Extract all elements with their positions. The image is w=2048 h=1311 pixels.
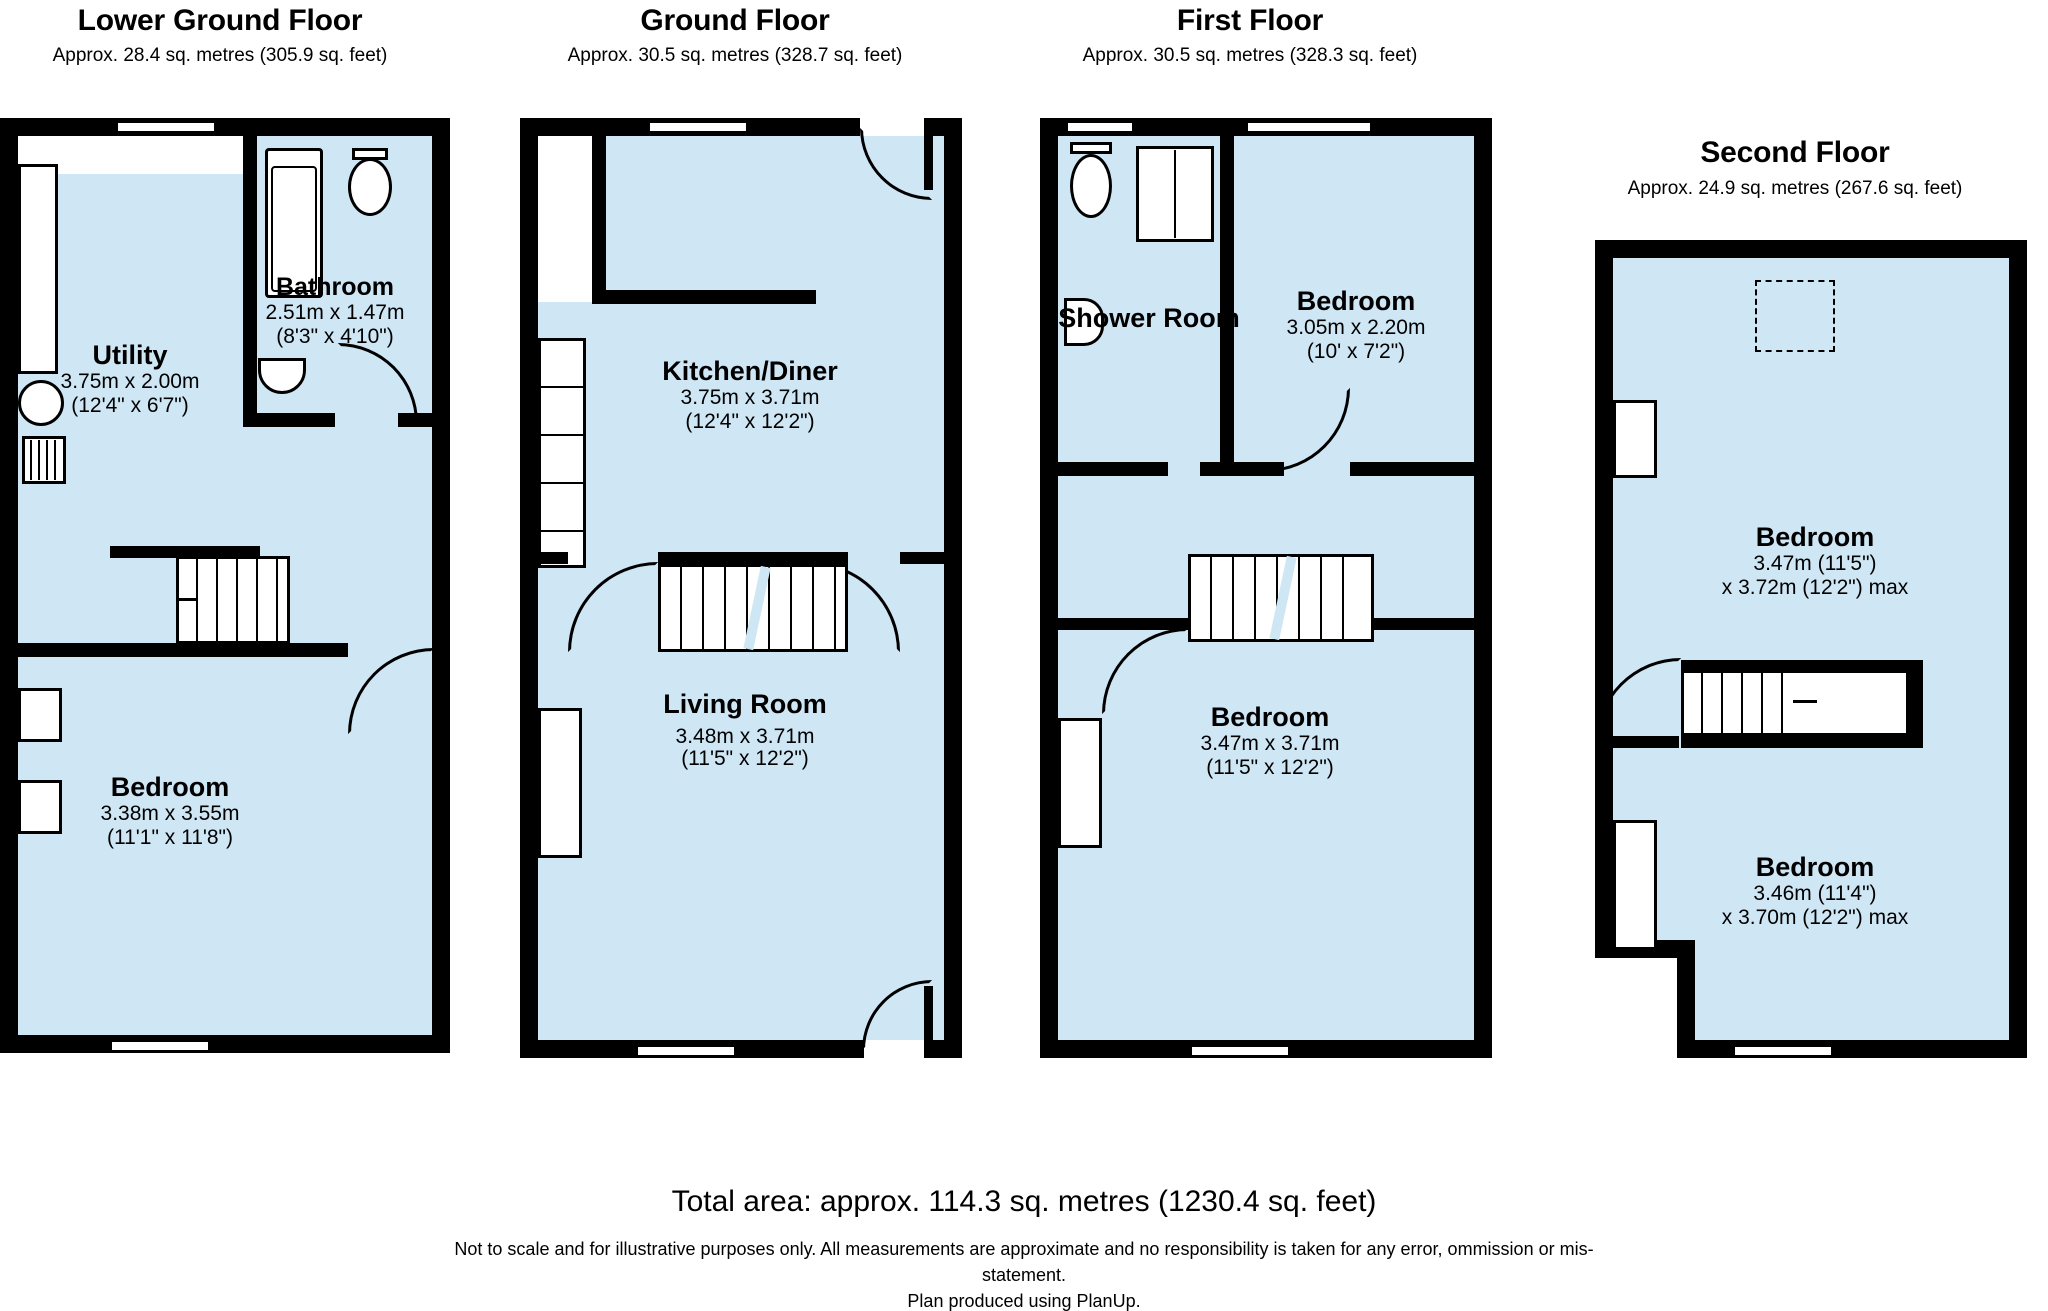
shower-diag-1 — [1174, 150, 1176, 238]
staircase-icon — [1681, 670, 1909, 736]
room-name: Bathroom — [275, 273, 395, 301]
floor-fill-second — [1609, 254, 2019, 1054]
interior-wall-mid-2 — [1681, 736, 1921, 748]
floor-area-ground: Approx. 30.5 sq. metres (328.7 sq. feet) — [567, 45, 903, 66]
room-name: Shower Room — [1058, 303, 1240, 333]
room-dim-imperial: x 3.72m (12'2") max — [1721, 575, 1909, 599]
room-label-kitchen-diner — [550, 356, 950, 433]
room-name: Bedroom — [1210, 702, 1330, 732]
room-name: Bedroom — [1296, 286, 1416, 316]
room-dim-imperial: (10' x 7'2") — [1306, 339, 1406, 363]
room-dim-imperial: (8'3" x 4'10") — [276, 324, 394, 348]
room-dim-imperial: x 3.70m (12'2") max — [1721, 905, 1909, 929]
roof-window-dashed-outline — [1755, 280, 1835, 352]
room-label-bathroom — [225, 273, 445, 348]
room-name: Kitchen/Diner — [662, 356, 838, 386]
interior-wall-mid — [18, 643, 348, 657]
stair-tread — [680, 564, 682, 652]
total-area-text: Total area: approx. 114.3 sq. metres (1230.4 sq. feet) — [671, 1185, 1377, 1218]
window-icon-bottom — [1735, 1044, 1831, 1058]
stair-tread — [1721, 670, 1723, 736]
room-dim-imperial: (11'1" x 11'8") — [106, 825, 234, 849]
interior-wall-mid-3 — [900, 552, 944, 564]
window-icon-top-left — [1068, 120, 1132, 134]
room-dim-metric: 3.05m x 2.20m — [1286, 316, 1426, 340]
floor-area-first: Approx. 30.5 sq. metres (328.3 sq. feet) — [1082, 45, 1418, 66]
room-name: Living Room — [663, 689, 827, 719]
stair-tread — [236, 556, 238, 644]
room-label-bedroom-second-front — [1615, 852, 2015, 929]
room-name: Utility — [92, 340, 168, 370]
stair-tread — [1701, 670, 1703, 736]
bathroom-wall-bottom — [243, 413, 335, 427]
stair-tread — [1254, 554, 1256, 642]
room-dim-imperial: (12'4" x 6'7") — [71, 393, 189, 417]
toilet-cistern — [352, 148, 388, 160]
bedroom-unit-icon-top — [1613, 400, 1657, 478]
stair-tread — [1741, 670, 1743, 736]
window-icon-bottom — [112, 1039, 208, 1053]
plan-lower-ground — [0, 118, 460, 1053]
room-dim-metric: 3.75m x 3.71m — [680, 386, 820, 410]
plan-ground — [520, 118, 970, 1058]
exterior-wall-left — [1040, 118, 1058, 1058]
room-label-bedroom-first-front — [1070, 702, 1470, 779]
stairs-break — [176, 598, 198, 601]
stair-tread — [834, 564, 836, 652]
room-label-living-room — [550, 690, 940, 770]
stair-tread — [702, 564, 704, 652]
room-label-bedroom-first-rear — [1234, 286, 1478, 363]
stairs-break — [1793, 700, 1817, 703]
stair-tread — [1342, 554, 1344, 642]
room-dim-metric: 3.75m x 2.00m — [60, 370, 200, 394]
floor-title-second: Second Floor — [1700, 136, 1890, 169]
window-icon-top — [650, 120, 746, 134]
exterior-wall-left — [1595, 240, 1613, 956]
interior-wall-landing — [1058, 618, 1188, 630]
room-dim-metric: 2.51m x 1.47m — [265, 301, 405, 324]
exterior-wall-right — [944, 118, 962, 1058]
room-name: Bedroom — [1755, 522, 1875, 552]
window-icon-top-right — [1248, 120, 1370, 134]
radiator-fin-2 — [38, 440, 40, 480]
exterior-wall-left — [0, 118, 18, 1053]
unit-divider — [538, 482, 586, 484]
interior-wall-mid — [538, 552, 568, 564]
exterior-wall-right — [1474, 118, 1492, 1058]
radiator-fin-1 — [30, 440, 32, 480]
stair-tread — [276, 556, 278, 644]
room-name: Bedroom — [110, 772, 230, 802]
radiator-fin-3 — [46, 440, 48, 480]
room-dim-imperial: (11'5" x 12'2") — [681, 747, 809, 771]
radiator-icon — [22, 436, 66, 484]
stair-tread — [216, 556, 218, 644]
floor-area-lower-ground: Approx. 28.4 sq. metres (305.9 sq. feet) — [52, 45, 388, 66]
room-label-shower-room — [1054, 304, 1244, 332]
room-name: Bedroom — [1755, 852, 1875, 882]
disclaimer-line-2: statement. — [981, 1265, 1067, 1285]
shower-room-wall-bottom-2 — [1200, 462, 1234, 476]
stair-tread — [1210, 554, 1212, 642]
room-label-utility — [10, 340, 250, 417]
shower-room-wall-bottom — [1058, 462, 1168, 476]
exterior-wall-bottom — [0, 1035, 450, 1053]
disclaimer-line-3: Plan produced using PlanUp. — [907, 1291, 1141, 1311]
exterior-wall-bottom — [1677, 1040, 2027, 1058]
stair-tread — [812, 564, 814, 652]
room-dim-imperial: (12'4" x 12'2") — [685, 409, 815, 433]
room-dim-metric: 3.38m x 3.55m — [100, 802, 240, 826]
room-dim-metric: 3.47m x 3.71m — [1200, 732, 1340, 756]
entrance-door-leaf — [924, 118, 933, 190]
floor-title-lower-ground: Lower Ground Floor — [77, 4, 363, 37]
room-dim-imperial: (11'5" x 12'2") — [1206, 755, 1334, 779]
exterior-wall-right — [432, 118, 450, 1053]
floor-area-second: Approx. 24.9 sq. metres (267.6 sq. feet) — [1627, 178, 1963, 199]
toilet-icon — [348, 158, 392, 216]
stair-tread — [256, 556, 258, 644]
floor-title-first: First Floor — [1176, 4, 1324, 37]
stair-tread — [1298, 554, 1300, 642]
room-label-bedroom-second-rear — [1615, 522, 2015, 599]
toilet-cistern — [1070, 142, 1112, 154]
disclaimer-line-1: Not to scale and for illustrative purposes only. All measurements are approximate and no responsibility is taken for any error, ommission or mis- — [454, 1239, 1594, 1259]
radiator-fin-4 — [54, 440, 56, 480]
toilet-icon — [1070, 154, 1112, 218]
window-icon-bottom — [1192, 1044, 1288, 1058]
recess-wall-vert — [592, 132, 606, 302]
stair-tread — [1781, 670, 1783, 736]
bedroom2-wall-bottom-2 — [1350, 462, 1474, 476]
interior-wall-mid-3 — [1909, 660, 1923, 748]
exterior-wall-left — [520, 118, 538, 1058]
window-icon-top — [118, 120, 214, 134]
room-dim-metric: 3.47m (11'5") — [1753, 552, 1877, 576]
bedroom-unit-icon-1 — [18, 688, 62, 742]
floor-title-ground: Ground Floor — [640, 4, 830, 37]
exterior-wall-right — [2009, 240, 2027, 1058]
plan-first — [1040, 118, 1510, 1058]
unit-divider — [538, 434, 586, 436]
stair-tread — [724, 564, 726, 652]
room-dim-metric: 3.46m (11'4") — [1753, 882, 1877, 906]
stair-tread — [1232, 554, 1234, 642]
room-dim-metric: 3.48m x 3.71m — [675, 725, 815, 749]
plan-second — [1595, 240, 2035, 1058]
room-label-bedroom-lg — [10, 772, 330, 849]
rear-door-leaf — [924, 986, 933, 1058]
recess-wall-horz — [592, 290, 816, 304]
unit-divider — [538, 530, 586, 532]
stair-tread — [1320, 554, 1322, 642]
stair-tread — [1761, 670, 1763, 736]
stair-tread — [790, 564, 792, 652]
exterior-wall-top — [0, 118, 450, 136]
window-icon-bottom — [638, 1044, 734, 1058]
exterior-wall-top — [1595, 240, 2027, 258]
